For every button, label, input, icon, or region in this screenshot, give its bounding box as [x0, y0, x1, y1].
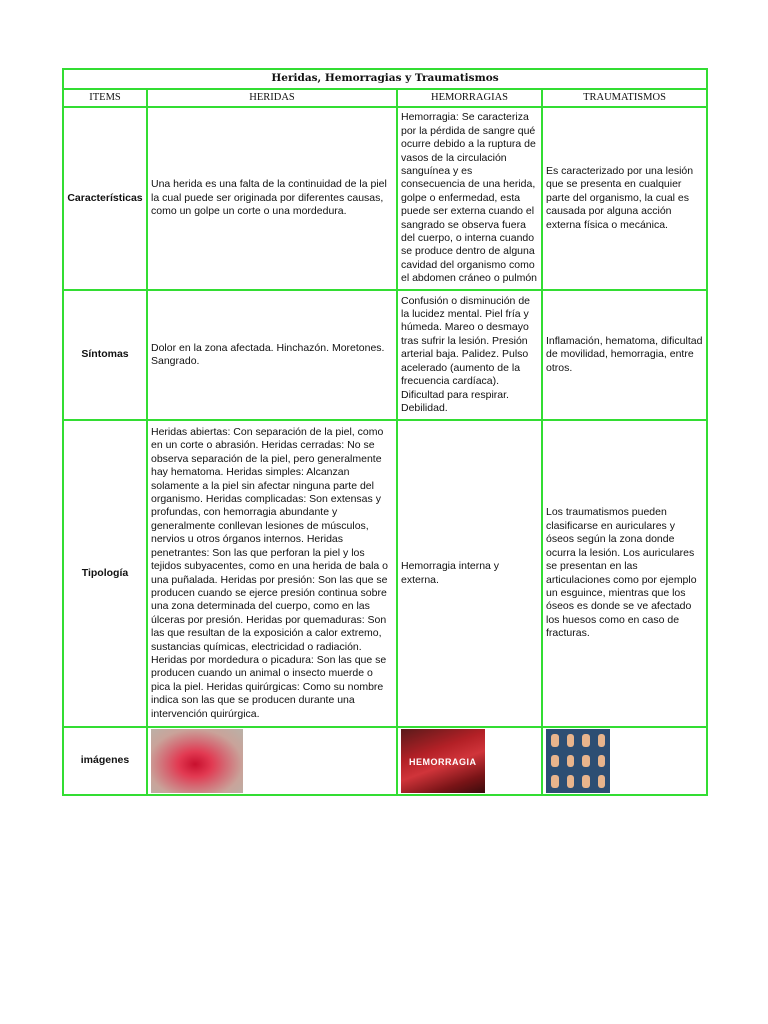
cell-heridas-image [147, 727, 397, 795]
cell-traumatismos-caracteristicas: Es caracterizado por una lesión que se presenta en cualquier parte del organismo, la cual es causada por alguna acción externa física o mecánica. [542, 107, 707, 290]
row-label-imagenes: imágenes [63, 727, 147, 795]
row-label-sintomas: Síntomas [63, 290, 147, 420]
table-row [63, 107, 707, 290]
cell-heridas-tipologia: Heridas abiertas: Con separación de la piel, como en un corte o abrasión. Heridas cerradas: No se observa separación de la piel, pero generalmente hay hematoma. Heridas simples: Alcanzan solamente a la piel sin afectar ninguna parte del organismo. Heridas complicadas: Son extensas y profundas, con hemorragia abundante y generalmente conllevan lesiones de músculos, nervios u otros órganos internos. Heridas penetrantes: Son las que perforan la piel y los tejidos subyacentes, como en una herida de bala o una puñalada. Heridas por presión: Son las que se producen cuando se ejerce presión continua sobre una zona determinada del cuerpo, como en las úlceras por presión. Heridas por quemaduras: Son las que resultan de la exposición a calor extremo, sustancias químicas, electricidad o radiación. Heridas por mordedura o picadura: Son las que se producen cuando un animal o insecto muerde o pica la piel. Heridas quirúrgicas: Como su nombre indica son las que se producen durante una intervención quirúrgica. [147, 420, 397, 727]
cell-hemorragias-sintomas: Confusión o disminución de la lucidez mental. Piel fría y húmeda. Mareo o desmayo tras sufrir la lesión. Presión arterial baja. Palidez. Pulso acelerado (aumento de la frecuencia cardíaca). Dificultad para respirar. Debilidad. [397, 290, 542, 420]
table-row [63, 290, 707, 420]
cell-hemorragias-caracteristicas: Hemorragia: Se caracteriza por la pérdida de sangre qué ocurre debido a la ruptura de vasos de la circulación sanguínea y es consecuencia de una herida, golpe o enfermedad, esta puede ser externa cuando el sangrado se observa fuera del cuerpo, o interna cuando se produce dentro de alguna cavidad del organismo como el abdomen cráneo o pulmón [397, 107, 542, 290]
hemorrhage-image [401, 729, 485, 793]
table-row [63, 420, 707, 727]
header-items: ITEMS [63, 89, 147, 107]
cell-traumatismos-sintomas: Inflamación, hematoma, dificultad de movilidad, hemorragia, entre otros. [542, 290, 707, 420]
header-heridas: HERIDAS [147, 89, 397, 107]
info-table [62, 68, 708, 796]
table-title: Heridas, Hemorragias y Traumatismos [63, 69, 707, 89]
trauma-body-parts-image [546, 729, 610, 793]
cell-traumatismos-tipologia: Los traumatismos pueden clasificarse en auriculares y óseos según la zona donde ocurra la lesión. Los auriculares se presentan en las articulaciones como por ejemplo un esguince, mientras que los óseos es donde se ve afectado los huesos como en caso de fracturas. [542, 420, 707, 727]
images-row [63, 727, 707, 795]
title-row [63, 69, 707, 89]
wound-image [151, 729, 243, 793]
cell-hemorragias-image [397, 727, 542, 795]
hemorrhage-image-caption: HEMORRAGIA [409, 757, 477, 767]
row-label-tipologia: Tipología [63, 420, 147, 727]
cell-traumatismos-image [542, 727, 707, 795]
cell-heridas-caracteristicas: Una herida es una falta de la continuidad de la piel la cual puede ser originada por diferentes causas, como un golpe un corte o una mordedura. [147, 107, 397, 290]
header-traumatismos: TRAUMATISMOS [542, 89, 707, 107]
row-label-caracteristicas: Características [63, 107, 147, 290]
cell-heridas-sintomas: Dolor en la zona afectada. Hinchazón. Moretones. Sangrado. [147, 290, 397, 420]
cell-hemorragias-tipologia: Hemorragia interna y externa. [397, 420, 542, 727]
header-hemorragias: HEMORRAGIAS [397, 89, 542, 107]
header-row [63, 89, 707, 107]
